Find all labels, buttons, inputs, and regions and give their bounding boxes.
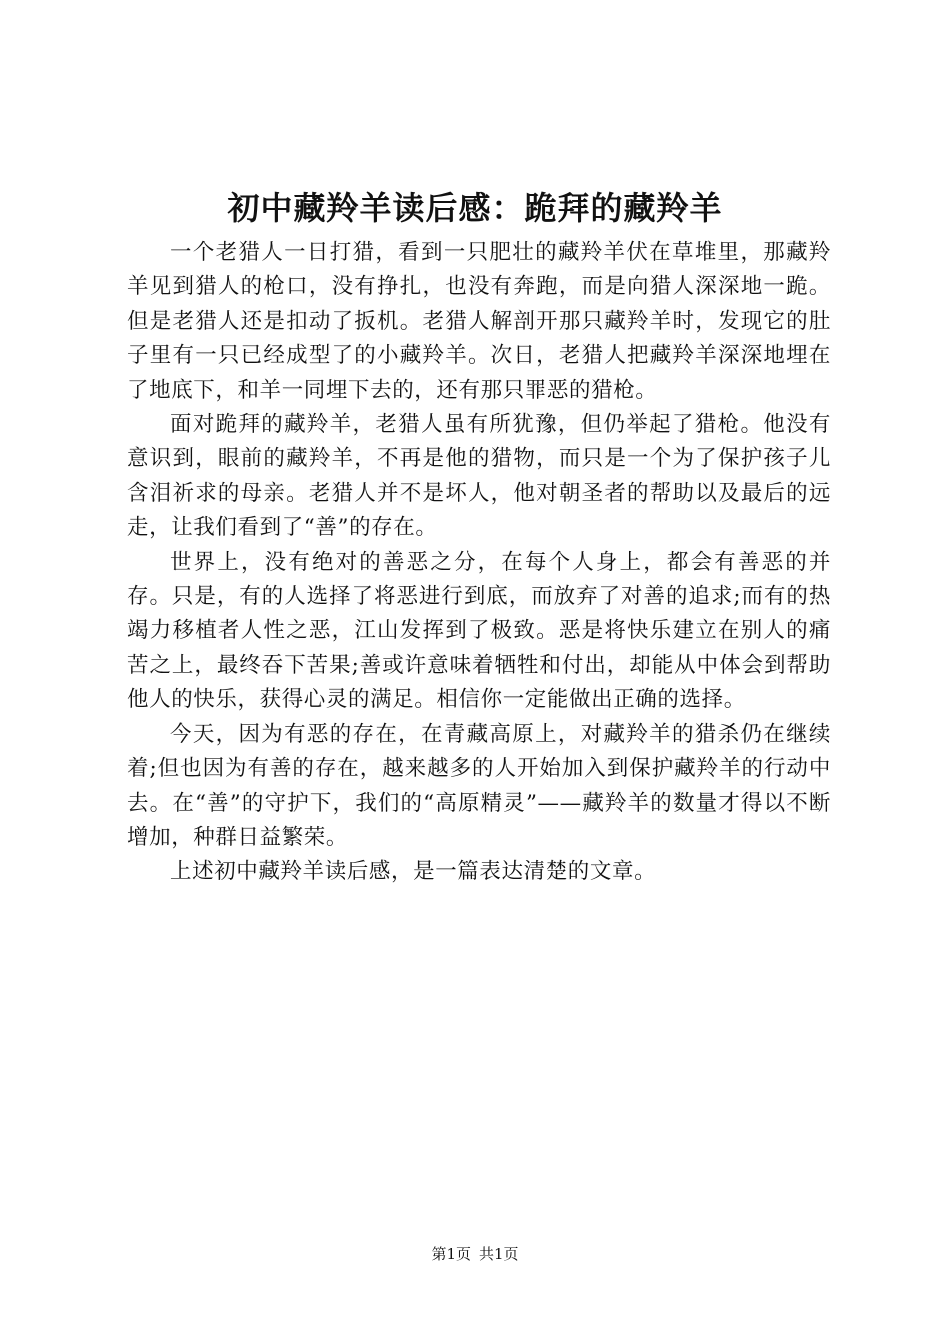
page-total: 共1页 [479,1245,519,1263]
paragraph-4: 今天，因为有恶的存在，在青藏高原上，对藏羚羊的猎杀仍在继续着;但也因为有善的存在，越来越多的人开始加入到保护藏羚羊的行动中去。在“善”的守护下，我们的“高原精灵”——藏羚羊的数量才得以不断增加，种群日益繁荣。 [127,721,831,850]
page-footer [0,1244,950,1264]
page-number: 第1页 [431,1245,471,1263]
paragraph-5: 上述初中藏羚羊读后感，是一篇表达清楚的文章。 [170,859,657,885]
document-body [127,236,831,890]
paragraph-2: 面对跪拜的藏羚羊，老猎人虽有所犹豫，但仍举起了猎枪。他没有意识到，眼前的藏羚羊，不再是他的猎物，而只是一个为了保护孩子儿含泪祈求的母亲。老猎人并不是坏人，他对朝圣者的帮助以及最后的远走，让我们看到了“善”的存在。 [127,412,831,541]
paragraph-1: 一个老猎人一日打猎，看到一只肥壮的藏羚羊伏在草堆里，那藏羚羊见到猎人的枪口，没有挣扎，也没有奔跑，而是向猎人深深地一跪。但是老猎人还是扣动了扳机。老猎人解剖开那只藏羚羊时，发现它的肚子里有一只已经成型了的小藏羚羊。次日，老猎人把藏羚羊深深地埋在了地底下，和羊一同埋下去的，还有那只罪恶的猎枪。 [127,240,831,403]
paragraph-3: 世界上，没有绝对的善恶之分，在每个人身上，都会有善恶的并存。只是，有的人选择了将恶进行到底，而放弃了对善的追求;而有的热竭力移植者人性之恶，江山发挥到了极致。恶是将快乐建立在别人的痛苦之上，最终吞下苦果;善或许意味着牺牲和付出，却能从中体会到帮助他人的快乐，获得心灵的满足。相信你一定能做出正确的选择。 [127,549,831,713]
document-title: 初中藏羚羊读后感：跪拜的藏羚羊 [227,189,723,227]
